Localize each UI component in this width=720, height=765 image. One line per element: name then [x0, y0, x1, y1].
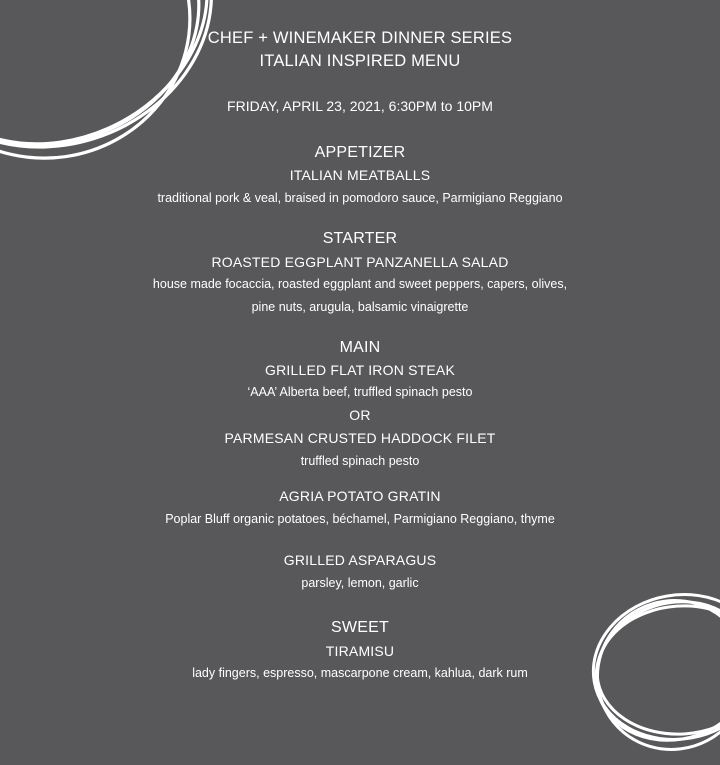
- menu-title: CHEF + WINEMAKER DINNER SERIES: [207, 29, 513, 47]
- dish-name-potato-gratin: AGRIA POTATO GRATIN: [279, 488, 441, 504]
- dish-description-tiramisu: lady fingers, espresso, mascarpone cream, kahlua, dark rum: [192, 666, 528, 680]
- dish-description-haddock: truffled spinach pesto: [300, 454, 420, 468]
- dish-description-steak: ‘AAA’ Alberta beef, truffled spinach pesto: [247, 385, 473, 399]
- dish-name-tiramisu: TIRAMISU: [325, 643, 395, 659]
- dish-description-asparagus: parsley, lemon, garlic: [301, 576, 419, 590]
- or-separator: OR: [349, 407, 371, 423]
- course-heading-starter: STARTER: [322, 230, 398, 247]
- dish-name-asparagus: GRILLED ASPARAGUS: [283, 552, 437, 568]
- dish-name-haddock: PARMESAN CRUSTED HADDOCK FILET: [224, 430, 496, 446]
- event-date: FRIDAY, APRIL 23, 2021, 6:30PM to 10PM: [227, 98, 493, 114]
- dish-description-panzanella-line1: house made focaccia, roasted eggplant and sweet peppers, capers, olives,: [152, 277, 568, 291]
- course-heading-sweet: SWEET: [331, 619, 389, 636]
- course-heading-appetizer: APPETIZER: [314, 144, 406, 161]
- dish-description-meatballs: traditional pork & veal, braised in pomodoro sauce, Parmigiano Reggiano: [157, 191, 563, 205]
- scribble-circle-top-left-icon: [0, 0, 230, 190]
- dish-description-potato-gratin: Poplar Bluff organic potatoes, béchamel, Parmigiano Reggiano, thyme: [165, 512, 555, 526]
- dish-description-panzanella-line2: pine nuts, arugula, balsamic vinaigrette: [251, 300, 469, 314]
- course-heading-main: MAIN: [339, 339, 381, 356]
- dish-name-steak: GRILLED FLAT IRON STEAK: [264, 362, 456, 378]
- dish-name-panzanella: ROASTED EGGPLANT PANZANELLA SALAD: [211, 254, 509, 270]
- menu-subtitle: ITALIAN INSPIRED MENU: [259, 52, 461, 70]
- dish-name-meatballs: ITALIAN MEATBALLS: [289, 167, 431, 183]
